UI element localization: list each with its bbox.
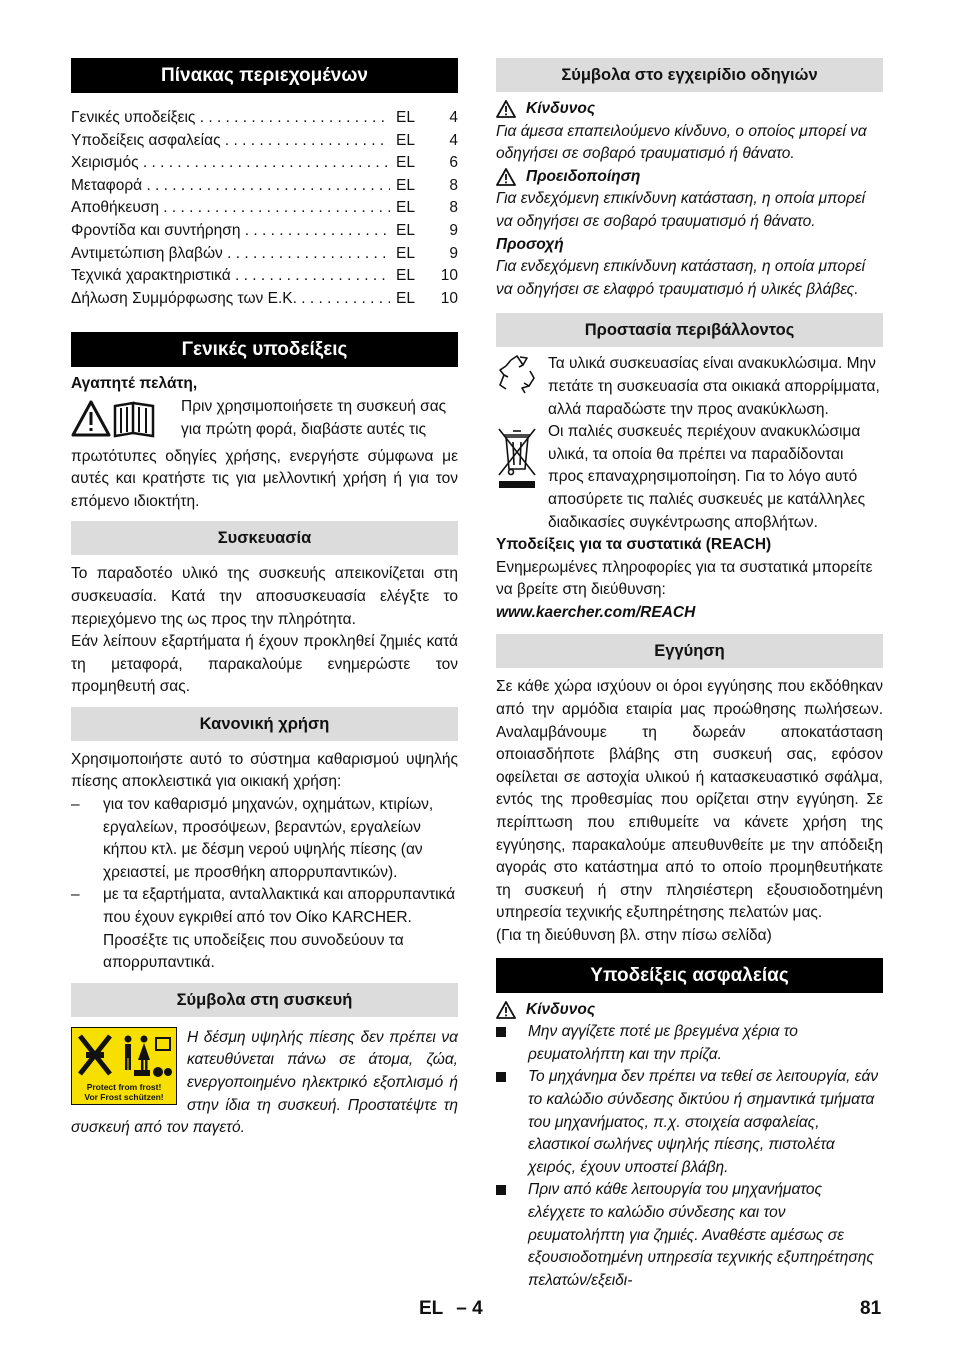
weee-text: Οι παλιές συσκευές περιέχουν ανακυκλώσιμα υλικά, τα οποία θα πρέπει να παραδίδονται προς επαναχρησιμοποίηση. Για το λόγο αυτό αποσύρετε τις παλιές συσκευές με κατάλληλες διαδικασίες συγκέντρωσης αποβλήτων. bbox=[548, 423, 866, 531]
toc-item[interactable] bbox=[71, 265, 458, 288]
toc-item[interactable] bbox=[71, 243, 458, 266]
toc-item-lang: EL bbox=[396, 244, 415, 262]
reach-text: Ενημερωμένες πληροφορίες για τα συστατικά μπορείτε να βρείτε στη διεύθυνση: bbox=[496, 558, 873, 599]
recycle-row bbox=[496, 353, 883, 421]
recycle-icon bbox=[496, 353, 548, 421]
toc-item-lang: EL bbox=[396, 289, 415, 307]
left-column bbox=[71, 58, 458, 1140]
toc-item-page: 10 bbox=[440, 289, 458, 307]
safety-item bbox=[496, 1021, 883, 1066]
toc-item-title: Γενικές υποδείξεις . . . bbox=[71, 107, 390, 130]
intended-use-item bbox=[71, 884, 458, 974]
toc-item[interactable] bbox=[71, 197, 458, 220]
toc-item-title: Αντιμετώπιση βλαβών . . . bbox=[71, 243, 390, 266]
toc-item-title: Δήλωση Συμμόρφωσης των Ε.Κ. . . . bbox=[71, 288, 390, 311]
footer-absolute-page: 81 bbox=[860, 1298, 882, 1319]
right-column bbox=[496, 58, 883, 1292]
toc-item[interactable] bbox=[71, 175, 458, 198]
footer-page: 4 bbox=[472, 1298, 483, 1319]
warranty-address-note: (Για τη διεύθυνση βλ. στην πίσω σελίδα) bbox=[496, 927, 772, 944]
safety-heading: Υποδείξεις ασφαλείας bbox=[496, 958, 883, 993]
toc-item-page: 10 bbox=[440, 267, 458, 285]
toc-item-title: Τεχνικά χαρακτηριστικά . . . bbox=[71, 265, 390, 288]
toc-item-page: 9 bbox=[449, 221, 458, 239]
toc-item-page: 8 bbox=[449, 199, 458, 217]
bullet-square-icon bbox=[496, 1179, 528, 1292]
footer-dash: – bbox=[456, 1298, 467, 1319]
toc-item[interactable] bbox=[71, 288, 458, 311]
toc-item-lang: EL bbox=[396, 221, 415, 239]
toc-item-lang: EL bbox=[396, 154, 415, 172]
intro-lines bbox=[181, 396, 446, 446]
toc-item[interactable] bbox=[71, 152, 458, 175]
no-spray-frost-label-icon bbox=[71, 1027, 177, 1105]
toc-item-page: 9 bbox=[449, 244, 458, 262]
packaging-p1: Το παραδοτέο υλικό της συσκευής απεικονίζεται στη συσκευασία. Κατά την αποσυσκευασία ελέγξτε το περιεχόμενο της ως προς την πληρότητα. bbox=[71, 565, 458, 628]
safety-danger-row bbox=[496, 999, 883, 1022]
warning-triangle-icon bbox=[496, 168, 516, 186]
warning-label: Προειδοποίηση bbox=[526, 167, 641, 185]
footer-section-page bbox=[419, 1298, 483, 1321]
toc-item-page: 6 bbox=[449, 154, 458, 172]
danger-row bbox=[496, 98, 883, 121]
warning-manual-icon bbox=[71, 396, 181, 446]
warning-triangle-icon bbox=[496, 1001, 516, 1019]
dash-marker: – bbox=[71, 886, 80, 904]
toc-item-title: Υποδείξεις ασφαλείας . . . bbox=[71, 130, 390, 153]
warning-triangle-icon bbox=[496, 100, 516, 118]
intro-block bbox=[71, 396, 458, 446]
intro-line-1: Πριν χρησιμοποιήσετε τη συσκευή σας bbox=[181, 397, 447, 415]
danger-text: Για άμεσα επαπειλούμενο κίνδυνο, ο οποίος μπορεί να οδηγήσει σε σοβαρό τραυματισμό ή θάνατο. bbox=[496, 122, 867, 163]
warning-text: Για ενδεχόμενη επικίνδυνη κατάσταση, η οποία μπορεί να οδηγήσει σε σοβαρό τραυματισμό ή θάνατο. bbox=[496, 190, 866, 230]
weee-row bbox=[496, 421, 883, 534]
safety-item-text: Πριν από κάθε λειτουργία του μηχανήματος ελέγχετε το καλώδιο σύνδεσης και τον ρευματολήπτη για ζημιές. Αναθέστε αμέσως σε εξουσιοδοτημένη υπηρεσία τεχνικής εξυπηρέτησης πελατών/εξειδι- bbox=[528, 1181, 874, 1289]
label-line-en: Protect from frost! bbox=[86, 1081, 162, 1092]
warning-row bbox=[496, 166, 883, 189]
label-line-de: Vor Frost schützen! bbox=[84, 1091, 164, 1102]
toc-item-title: Χειρισμός . . . bbox=[71, 152, 390, 175]
recycle-text: Τα υλικά συσκευασίας είναι ανακυκλώσιμα. Μην πετάτε τη συσκευασία στα οικιακά απορρίμματα, αλλά παραδώστε την προς ανακύκλωση. bbox=[548, 355, 880, 418]
reach-url-link[interactable]: www.kaercher.com/REACH bbox=[496, 603, 696, 621]
device-symbols-text: Η δέσμη υψηλής πίεσης δεν πρέπει να κατευθύνεται πάνω σε άτομα, ζώα, ενεργοποιημένο ηλεκτρικό εξοπλισμό ή στην ίδια τη συσκευή. Προστατέψτε τη συσκευή από τον παγετό. bbox=[71, 1028, 458, 1137]
environment-heading: Προστασία περιβάλλοντος bbox=[496, 313, 883, 347]
intended-use-item-text: με τα εξαρτήματα, ανταλλακτικά και απορρυπαντικά που έχουν εγκριθεί από τον Οίκο KARCHER. Προσέξτε τις υποδείξεις που συνοδεύουν τα απορρυπαντικά. bbox=[103, 886, 456, 972]
manual-symbols-heading: Σύμβολα στο εγχειρίδιο οδηγιών bbox=[496, 58, 883, 92]
toc-item-lang: EL bbox=[396, 131, 415, 149]
toc-item-page: 4 bbox=[449, 109, 458, 126]
toc-item-lang: EL bbox=[396, 267, 415, 285]
caution-text: Για ενδεχόμενη επικίνδυνη κατάσταση, η οποία μπορεί να οδηγήσει σε ελαφρό τραυματισμό ή υλικές βλάβες. bbox=[496, 258, 866, 298]
toc-item-title: Φροντίδα και συντήρηση . . . bbox=[71, 220, 390, 243]
toc-item[interactable] bbox=[71, 130, 458, 153]
packaging-p2: Εάν λείπουν εξαρτήματα ή έχουν προκληθεί ζημιές κατά τη μεταφορά, παρακαλούμε ενημερώστε τον προμηθευτή σας. bbox=[71, 633, 458, 696]
bullet-square-icon bbox=[496, 1021, 528, 1066]
warranty-text: Σε κάθε χώρα ισχύουν οι όροι εγγύησης που εκδόθηκαν από την αρμόδια εταιρία μας προώθησης πωλήσεων. Αναλαμβάνουμε τη δωρεάν αποκατάσταση οποιασδήποτε βλάβης στη συσκευή σας, εφόσον οφείλεται σε αστοχία υλικού ή κατασκευαστικό σφάλμα, εντός της προθεσμίας που ορίζεται στην εγγύηση. Σε περίπτωση που επιθυμείτε να κάνετε χρήση της εγγύησης, παρακαλούμε απευθυνθείτε με την απόδειξη αγοράς στο κατάστημα από το οποίο προμηθευτήκατε τη συσκευή ή στην πλησιέστερη εξουσιοδοτημένη υπηρεσία τεχνικής εξυπηρέτησης πελατών μας. bbox=[496, 678, 883, 922]
toc-heading: Πίνακας περιεχομένων bbox=[71, 58, 458, 93]
caution-label: Προσοχή bbox=[496, 235, 564, 253]
warranty-heading: Εγγύηση bbox=[496, 634, 883, 668]
crossed-bin-icon bbox=[496, 421, 548, 534]
toc-item[interactable] bbox=[71, 107, 458, 130]
toc-item-lang: EL bbox=[396, 199, 415, 217]
toc-list bbox=[71, 107, 458, 310]
device-symbols-block bbox=[71, 1027, 458, 1140]
intended-use-item bbox=[71, 794, 458, 884]
danger-label: Κίνδυνος bbox=[526, 100, 596, 117]
safety-item bbox=[496, 1066, 883, 1179]
dash-marker: – bbox=[71, 796, 80, 814]
safety-danger-label: Κίνδυνος bbox=[526, 1000, 596, 1018]
intended-use-intro: Χρησιμοποιήστε αυτό το σύστημα καθαρισμού υψηλής πίεσης αποκλειστικά για οικιακή χρήση: bbox=[71, 750, 458, 791]
toc-item-lang: EL bbox=[396, 109, 415, 126]
greeting: Αγαπητέ πελάτη, bbox=[71, 375, 198, 393]
safety-item-text: Μην αγγίζετε ποτέ με βρεγμένα χέρια το ρευματολήπτη και την πρίζα. bbox=[528, 1023, 798, 1063]
toc-item[interactable] bbox=[71, 220, 458, 243]
toc-item-title: Μεταφορά . . . bbox=[71, 175, 390, 198]
toc-item-lang: EL bbox=[396, 176, 415, 194]
toc-item-page: 8 bbox=[449, 176, 458, 194]
footer-section: EL bbox=[419, 1298, 443, 1319]
packaging-heading: Συσκευασία bbox=[71, 521, 458, 555]
safety-item-text: Το μηχάνημα δεν πρέπει να τεθεί σε λειτουργία, εάν το καλώδιο σύνδεσης δικτύου ή σημαντικά τμήματα του μηχανήματος, π.χ. στοιχεία ασφαλείας, ελαστικοί σωλήνες υψηλής πίεσης, πιστολέτα χειρός, έχουν υποστεί βλάβη. bbox=[528, 1068, 879, 1176]
bullet-square-icon bbox=[496, 1066, 528, 1179]
intro-line-2: για πρώτη φορά, διαβάστε αυτές τις bbox=[181, 420, 427, 438]
general-heading: Γενικές υποδείξεις bbox=[71, 332, 458, 367]
intended-use-item-text: για τον καθαρισμό μηχανών, οχημάτων, κτιρίων, εργαλείων, προσόψεων, βεραντών, εργαλείων κήπου κτλ. με δέσμη νερού υψηλής πίεσης (αν χρειαστεί, με προσθήκη απορρυπαντικών). bbox=[103, 796, 434, 881]
intro-rest: πρωτότυπες οδηγίες χρήσης, ενεργήστε σύμφωνα με αυτές και κρατήστε τις για μελλοντική χρήση ή για τον επόμενο ιδιοκτήτη. bbox=[71, 447, 458, 510]
reach-title: Υποδείξεις για τα συστατικά (REACH) bbox=[496, 536, 772, 554]
device-symbols-heading: Σύμβολα στη συσκευή bbox=[71, 983, 458, 1017]
safety-item bbox=[496, 1179, 883, 1292]
toc-item-page: 4 bbox=[449, 131, 458, 149]
intended-use-heading: Κανονική χρήση bbox=[71, 707, 458, 741]
toc-item-title: Αποθήκευση . . . bbox=[71, 197, 390, 220]
